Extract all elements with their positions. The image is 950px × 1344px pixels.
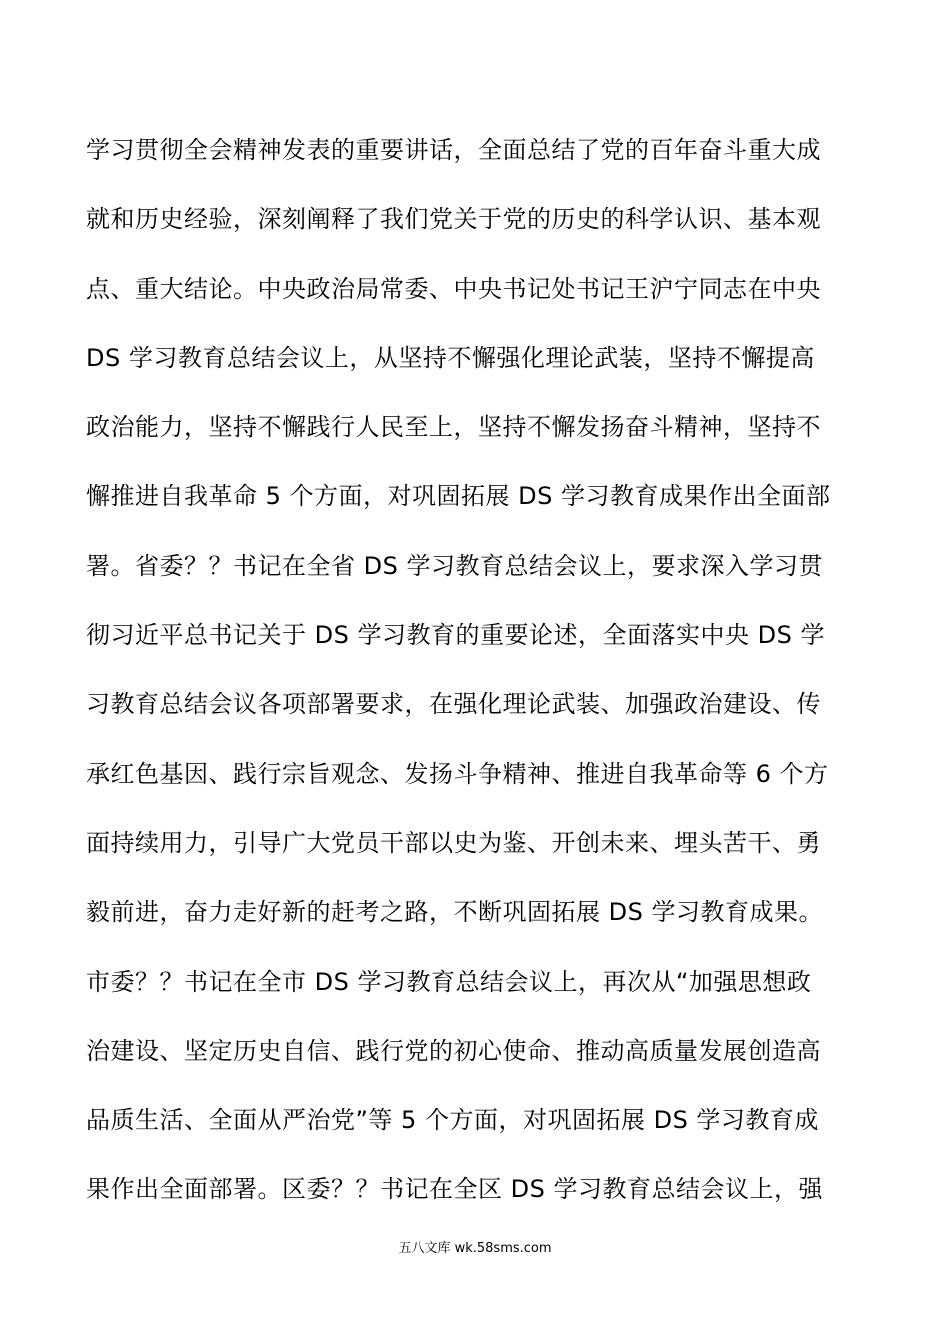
text-line: DS 学习教育总结会议上，从坚持不懈强化理论武装，坚持不懈提高 xyxy=(86,343,815,372)
text-line: 果作出全面部署。区委？？书记在全区 DS 学习教育总结会议上，强 xyxy=(86,1175,823,1204)
text-line: 彻习近平总书记关于 DS 学习教育的重要论述，全面落实中央 DS 学 xyxy=(86,621,825,650)
page-footer: 五八文库 wk.58sms.com xyxy=(398,1241,552,1256)
text-line: 市委？？书记在全市 DS 学习教育总结会议上，再次从“加强思想政 xyxy=(86,967,812,996)
text-line: 懈推进自我革命 5 个方面，对巩固拓展 DS 学习教育成果作出全面部 xyxy=(86,482,831,511)
text-line: 习教育总结会议各项部署要求，在强化理论武装、加强政治建设、传 xyxy=(86,690,821,719)
text-line: 面持续用力，引导广大党员干部以史为鉴、开创未来、埋头苦干、勇 xyxy=(86,828,821,857)
body-text xyxy=(86,124,886,1233)
text-line: 治建设、坚定历史自信、践行党的初心使命、推动高质量发展创造高 xyxy=(86,1036,821,1065)
text-line: 学习贯彻全会精神发表的重要讲话，全面总结了党的百年奋斗重大成 xyxy=(86,136,821,164)
text-line: 就和历史经验，深刻阐释了我们党关于党的历史的科学认识、基本观 xyxy=(86,205,821,234)
text-line: 承红色基因、践行宗旨观念、发扬斗争精神、推进自我革命等 6 个方 xyxy=(86,759,829,788)
text-line: 政治能力，坚持不懈践行人民至上，坚持不懈发扬奋斗精神，坚持不 xyxy=(86,413,821,442)
text-line: 品质生活、全面从严治党”等 5 个方面，对巩固拓展 DS 学习教育成 xyxy=(86,1106,819,1135)
text-line: 点、重大结论。中央政治局常委、中央书记处书记王沪宁同志在中央 xyxy=(86,274,821,303)
text-line: 毅前进，奋力走好新的赶考之路，不断巩固拓展 DS 学习教育成果。 xyxy=(86,898,823,927)
text-line: 署。省委？？书记在全省 DS 学习教育总结会议上，要求深入学习贯 xyxy=(86,551,823,580)
